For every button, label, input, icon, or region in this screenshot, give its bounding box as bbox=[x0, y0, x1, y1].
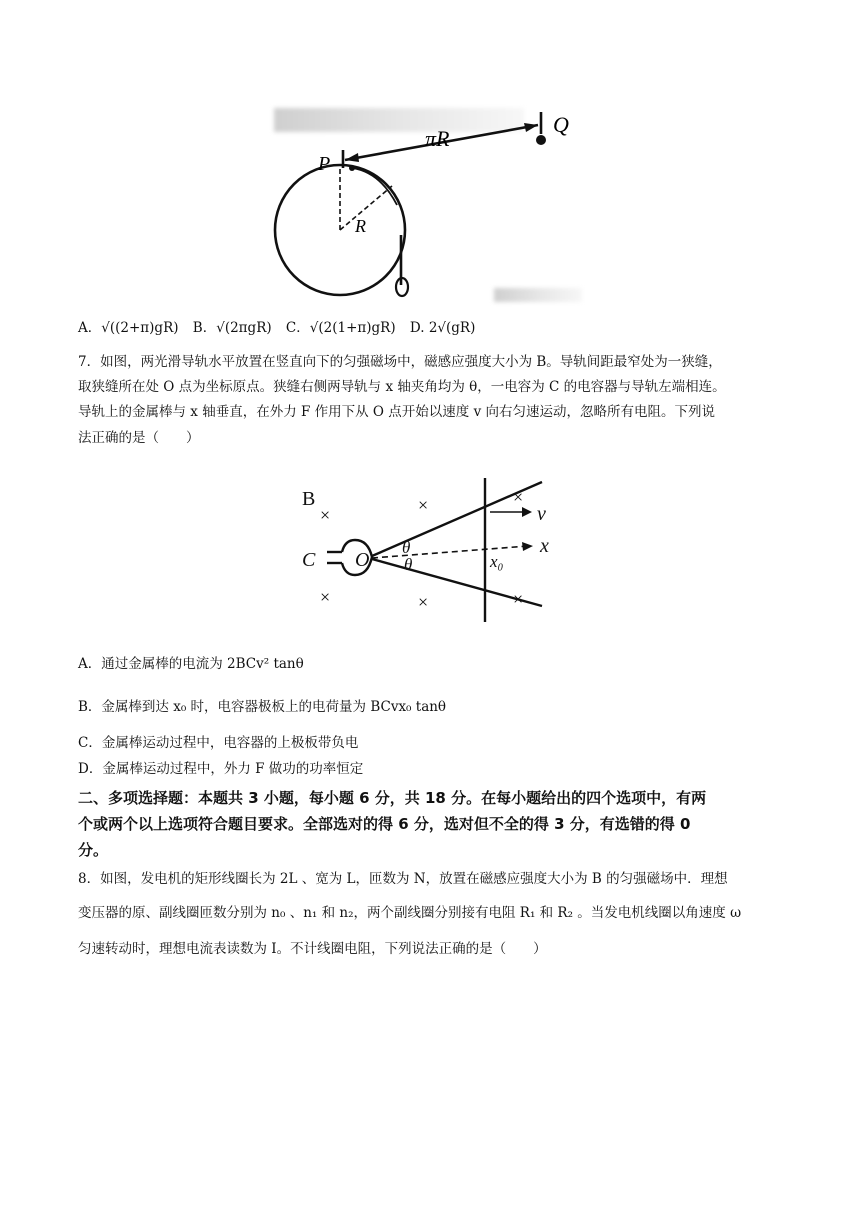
q6-option-d: D. 2√(gR) bbox=[409, 320, 476, 336]
label-C: C bbox=[302, 549, 316, 571]
q8-stem-line-2: 变压器的原、副线圈匝数分别为 n₀ 、n₁ 和 n₂，两个副线圈分别接有电阻 R₁ 和 R₂ 。当发电机线圈以角速度 ω bbox=[78, 905, 742, 921]
label-O: O bbox=[355, 549, 370, 571]
label-Q: Q bbox=[553, 112, 569, 137]
q8-stem-line-3: 匀速转动时，理想电流表读数为 I。不计线圈电阻，下列说法正确的是（ ） bbox=[78, 941, 547, 957]
x-axis-arrowhead bbox=[522, 542, 533, 551]
q7-stem-line-1: 7．如图，两光滑导轨水平放置在竖直向下的匀强磁场中，磁感应强度大小为 B。导轨间距最窄处为一狭缝， bbox=[78, 354, 722, 370]
label-theta-lower: θ bbox=[404, 555, 413, 574]
label-P: P bbox=[318, 153, 331, 175]
section-2-line-2: 个或两个以上选项符合题目要求。全部选对的得 6 分，选对但不全的得 3 分，有选错的得 0 bbox=[78, 815, 691, 833]
q7-option-b: B．金属棒到达 x₀ 时，电容器极板上的电荷量为 BCvx₀ tanθ bbox=[78, 699, 447, 715]
q7-option-d: D．金属棒运动过程中，外力 F 做功的功率恒定 bbox=[78, 761, 364, 777]
radius-diagonal-dashed bbox=[340, 186, 392, 230]
label-x0: x₀ bbox=[490, 552, 504, 571]
label-piR: πR bbox=[425, 126, 450, 151]
q6-option-b: B．√(2πgR) bbox=[192, 320, 272, 336]
q6-option-a: A．√((2+π)gR) bbox=[78, 320, 179, 336]
q6-option-c: C．√(2(1+π)gR) bbox=[285, 320, 396, 336]
label-v: v bbox=[537, 503, 546, 525]
q8-stem-line-1: 8．如图，发电机的矩形线圈长为 2L 、宽为 L，匝数为 N，放置在磁感应强度大小为 B 的匀强磁场中．理想 bbox=[78, 871, 728, 887]
section-2-line-1: 二、多项选择题：本题共 3 小题，每小题 6 分，共 18 分。在每小题给出的四个选项中，有两 bbox=[78, 789, 707, 807]
q7-stem-line-2: 取狭缝所在处 O 点为坐标原点。狭缝右侧两导轨与 x 轴夹角均为 θ，一电容为 C 的电容器与导轨左端相连。 bbox=[78, 379, 726, 395]
q7-stem-line-3: 导轨上的金属棒与 x 轴垂直，在外力 F 作用下从 O 点开始以速度 v 向右匀速运动，忽略所有电阻。下列说 bbox=[78, 404, 716, 420]
q6-options bbox=[78, 316, 485, 336]
label-theta-upper: θ bbox=[402, 538, 411, 557]
field-cross: × bbox=[513, 487, 524, 507]
point-Q-dot bbox=[536, 135, 546, 145]
q7-option-a: A．通过金属棒的电流为 2BCv² tanθ bbox=[78, 656, 304, 672]
section-2-line-3: 分。 bbox=[78, 841, 109, 859]
q7-option-c: C．金属棒运动过程中，电容器的上极板带负电 bbox=[78, 735, 359, 751]
q7-stem-line-4: 法正确的是（ ） bbox=[78, 430, 200, 446]
field-cross: × bbox=[320, 505, 331, 525]
velocity-arrowhead bbox=[522, 507, 532, 517]
figure-q6 bbox=[0, 0, 860, 320]
figure-q7 bbox=[0, 460, 860, 640]
field-cross: × bbox=[418, 495, 429, 515]
x-axis-dashed bbox=[372, 546, 528, 558]
label-x: x bbox=[540, 535, 549, 557]
label-R: R bbox=[355, 216, 366, 236]
field-cross: × bbox=[320, 587, 331, 607]
label-B: B bbox=[302, 488, 316, 510]
field-cross: × bbox=[418, 592, 429, 612]
field-cross: × bbox=[513, 589, 524, 609]
